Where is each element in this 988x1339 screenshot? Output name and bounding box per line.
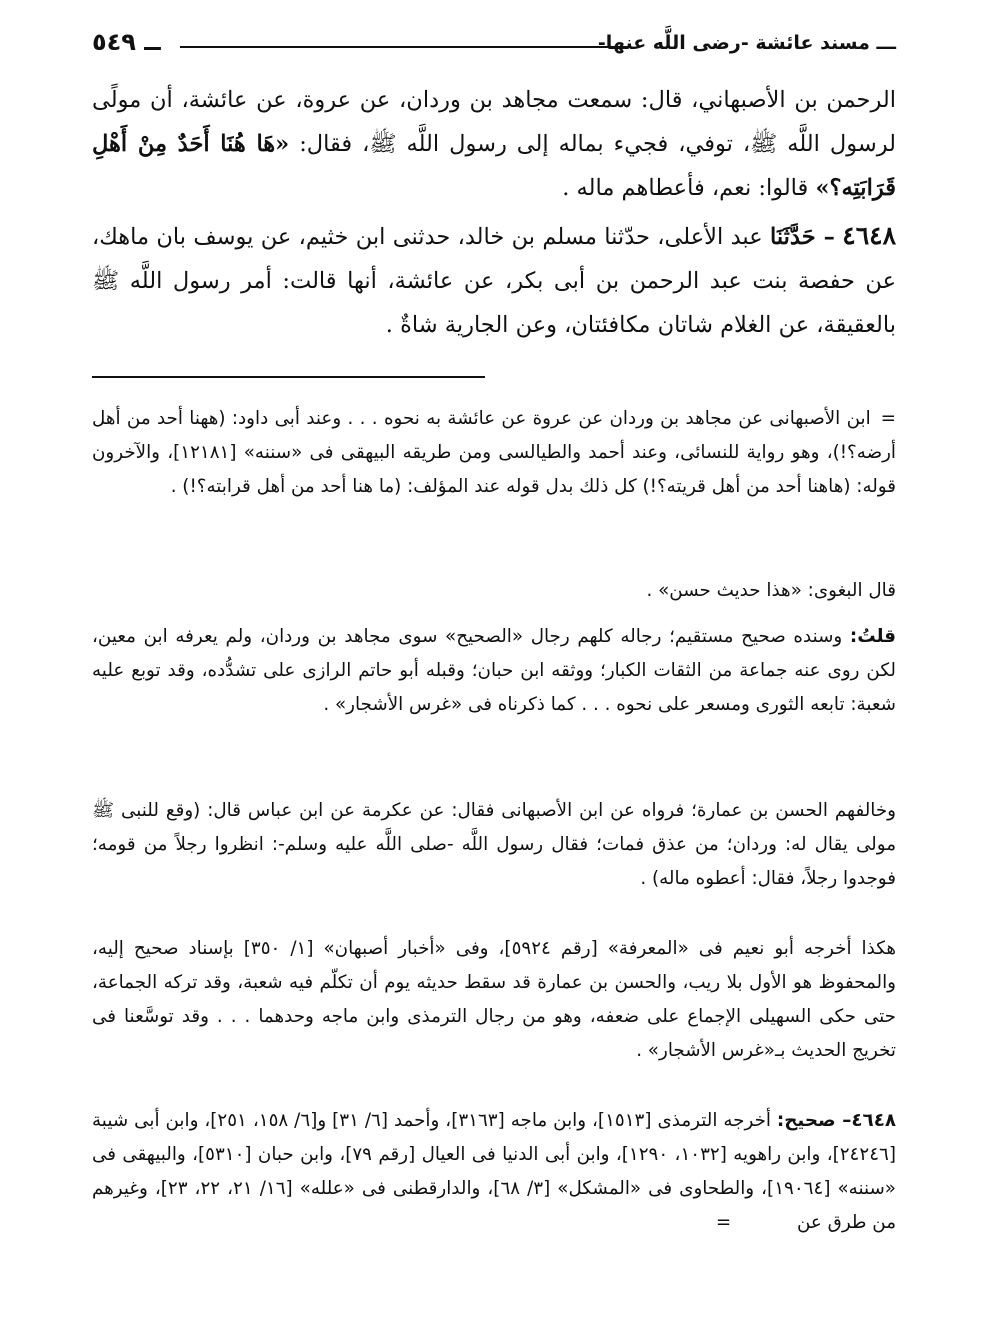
prophetic-quote: «هَا هُنَا أَحَدٌ مِنْ أَهْلِ قَرَابَتِه؟»	[92, 131, 896, 201]
footnote-author-comment	[92, 620, 896, 794]
continuation-mark: =	[880, 408, 896, 429]
running-header	[92, 28, 896, 62]
footnote-4648-takhrij	[92, 1104, 896, 1274]
footnote-text: قال البغوى: «هذا حديث حسن» .	[646, 580, 896, 601]
hadith-paragraph-continued	[92, 78, 896, 214]
hadith-text: عبد الأعلى، حدّثنا مسلم بن خالد، حدثنى ابن خثيم، عن يوسف بان ماهك، عن حفصة بنت عبد الرحمن بن أبى بكر، عن عائشة، أنها قالت: أمر رسول اللَّه ﷺ بالعقيقة، عن الغلام شاتان مكافئتان، وعن الجارية شاةٌ .	[92, 224, 896, 338]
main-text	[92, 78, 896, 346]
footnote-text: أخرجه الترمذى [١٥١٣]، وابن ماجه [٣١٦٣]، وأحمد [٦/ ٣١] و[٦/ ١٥٨، ٢٥١]، وابن أبى شيبة [٢٤٢٤٦]، وابن راهويه [١٠٣٢، ١٢٩٠]، وابن أبى الدنيا فى العيال [رقم ٧٩]، وابن حبان [٥٣١٠]، والبيهقى فى «سننه» [١٩٠٦٤]، والطحاوى فى «المشكل» [٣/ ٦٨]، والدارقطنى فى «علله» [١٦/ ٢١، ٢٢، ٢٣]، وغيرهم من طرق عن	[92, 1110, 896, 1233]
footnote-text: هكذا أخرجه أبو نعيم فى «المعرفة» [رقم ٥٩٢٤]، وفى «أخبار أصبهان» [١/ ٣٥٠] بإسناد صحيح إليه، والمحفوظ هو الأول بلا ريب، والحسن بن عمارة قد سقط حديثه يوم أن تكلّم فيه شعبة، وقد تركه الجماعة، حتى حكى السهيلى الإجماع على ضعفه، وهو من رجال الترمذى وابن ماجه وحدهما . . . وقد توسَّعنا فى تخريج الحديث بـ«غرس الأشجار» .	[92, 938, 896, 1061]
hadith-number: ٤٦٤٨	[842, 221, 896, 250]
hadith-text-b: قالوا: نعم، فأعطاهم ماله .	[562, 175, 809, 201]
footnote-hasan-ibn-umara	[92, 794, 896, 932]
header-title: ـــ مسند عائشة -رضى اللَّه عنها-	[597, 32, 896, 54]
continuation-mark: =	[715, 1212, 732, 1233]
hadith-4648	[92, 214, 896, 346]
footnote-number: ٤٦٤٨	[851, 1110, 897, 1131]
hadith-lead: – حَدَّثَنَا	[770, 224, 835, 250]
footnote-text: ابن الأصبهانى عن مجاهد بن وردان عن عروة عن عائشة به نحوه . . . وعند أبى داود: (ههنا أحد من أهل أرضه؟!)، وهو رواية للنسائى، وعند أحمد والطيالسى ومن طريقه البيهقى فى «سننه» [١٢١٨١]، والآخرون قوله: (هاهنا أحد من أهل قريته؟!) كل ذلك بدل قوله عند المؤلف: (ما هنا أحد من أهل قرابته؟!) .	[92, 408, 896, 497]
footnote-separator	[92, 376, 485, 378]
hadith-text-a: الرحمن بن الأصبهاني، قال: سمعت مجاهد بن وردان، عن عروة، عن عائشة، أن مولًى لرسول اللَّه ﷺ، توفي، فجيء بماله إلى رسول اللَّه ﷺ، فقال:	[92, 87, 896, 157]
footnote-abu-nuaym	[92, 932, 896, 1104]
footnote-continued	[92, 402, 896, 574]
footnotes	[92, 402, 896, 1274]
footnote-text: وسنده صحيح مستقيم؛ رجاله كلهم رجال «الصحيح» سوى مجاهد بن وردان، ولم يعرفه ابن معين، لكن روى عنه جماعة من الثقات الكبار؛ ووثقه ابن حبان؛ وقبله أبو حاتم الرازى على تشدُّده، وقد توبع عليه شعبة: تابعه الثورى ومسعر على نحوه . . . كما ذكرناه فى «غرس الأشجار» .	[92, 626, 896, 715]
footnote-lead: – صحيح:	[776, 1110, 852, 1131]
page-number: ــ ٥٤٩	[92, 28, 161, 56]
footnote-lead: قلتُ:	[849, 626, 897, 647]
header-rule	[180, 46, 628, 48]
footnote-baghawi	[92, 574, 896, 620]
footnote-text: وخالفهم الحسن بن عمارة؛ فرواه عن ابن الأصبهانى فقال: عن عكرمة عن ابن عباس قال: (وقع للنبى ﷺ مولى يقال له: وردان؛ من عذق فمات؛ فقال رسول اللَّه -صلى اللَّه عليه وسلم-: انظروا رجلاً من قومه؛ فوجدوا رجلاً، فقال: أعطوه ماله) .	[92, 800, 896, 889]
